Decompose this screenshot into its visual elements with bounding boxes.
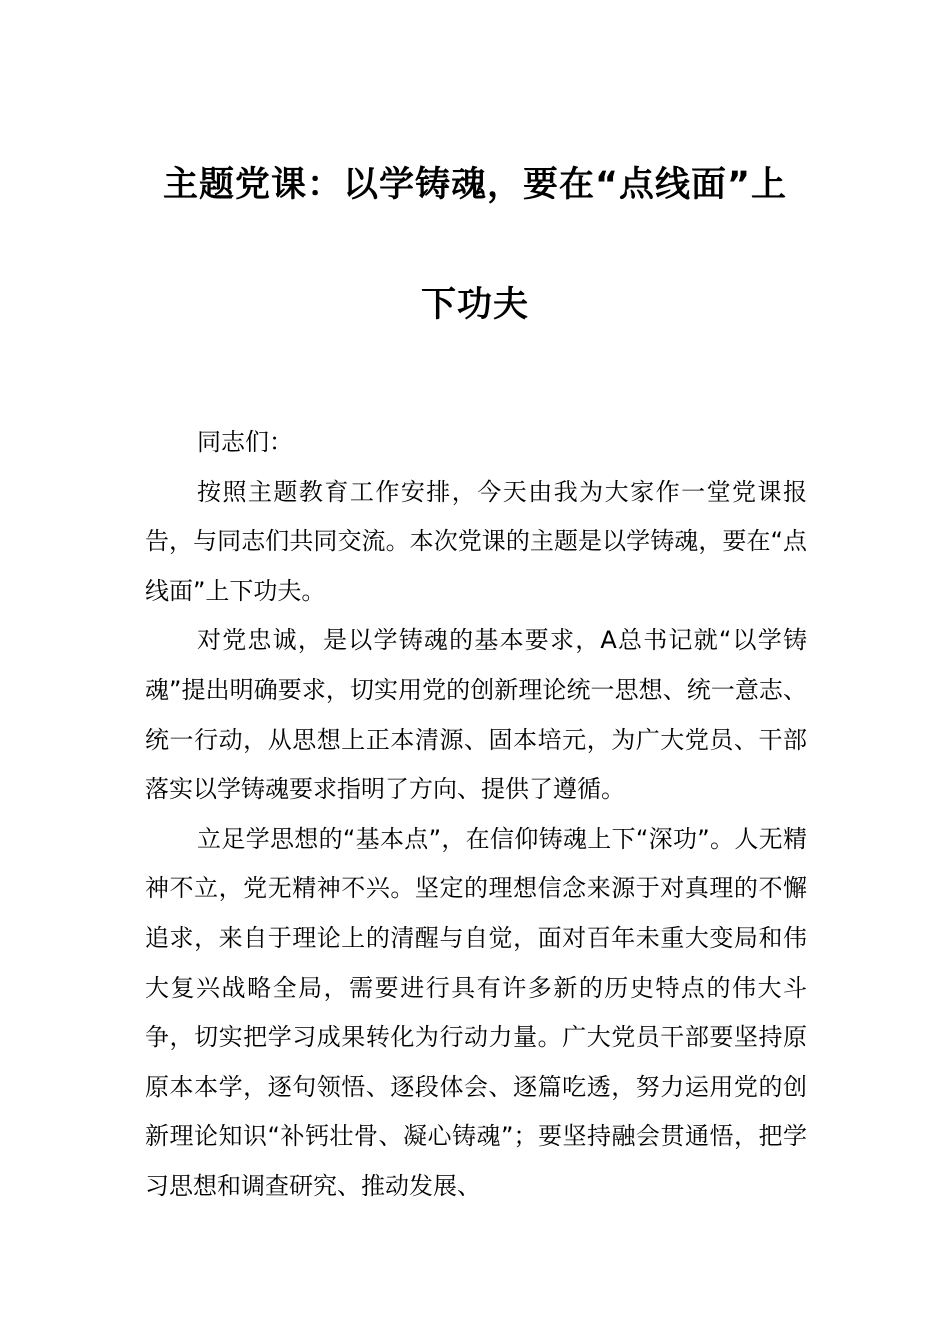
paragraph-loyalty: 对党忠诚，是以学铸魂的基本要求，A总书记就“以学铸魂”提出明确要求，切实用党的创新理论统一思想、统一意志、统一行动，从思想上正本清源、固本培元，为广大党员、干部落实以学铸魂要求指明了方向、提供了遵循。 xyxy=(145,626,807,804)
document-title-line-1: 主题党课：以学铸魂，要在“点线面”上 xyxy=(162,165,787,205)
salutation: 同志们： xyxy=(197,428,293,456)
document-title-line-2: 下功夫 xyxy=(420,285,529,325)
document-body xyxy=(145,418,807,1212)
paragraph-basic-point: 立足学思想的“基本点”，在信仰铸魂上下“深功”。人无精神不立，党无精神不兴。坚定的理想信念来源于对真理的不懈追求，来自于理论上的清醒与自觉，面对百年未重大变局和伟大复兴战略全局，需要进行具有许多新的历史特点的伟大斗争，切实把学习成果转化为行动力量。广大党员干部要坚持原原本本学，逐句领悟、逐段体会、逐篇吃透，努力运用党的创新理论知识“补钙壮骨、凝心铸魂”；要坚持融会贯通悟，把学习思想和调查研究、推动发展、 xyxy=(145,824,807,1200)
paragraph-intro: 按照主题教育工作安排，今天由我为大家作一堂党课报告，与同志们共同交流。本次党课的主题是以学铸魂，要在“点线面”上下功夫。 xyxy=(145,477,807,605)
